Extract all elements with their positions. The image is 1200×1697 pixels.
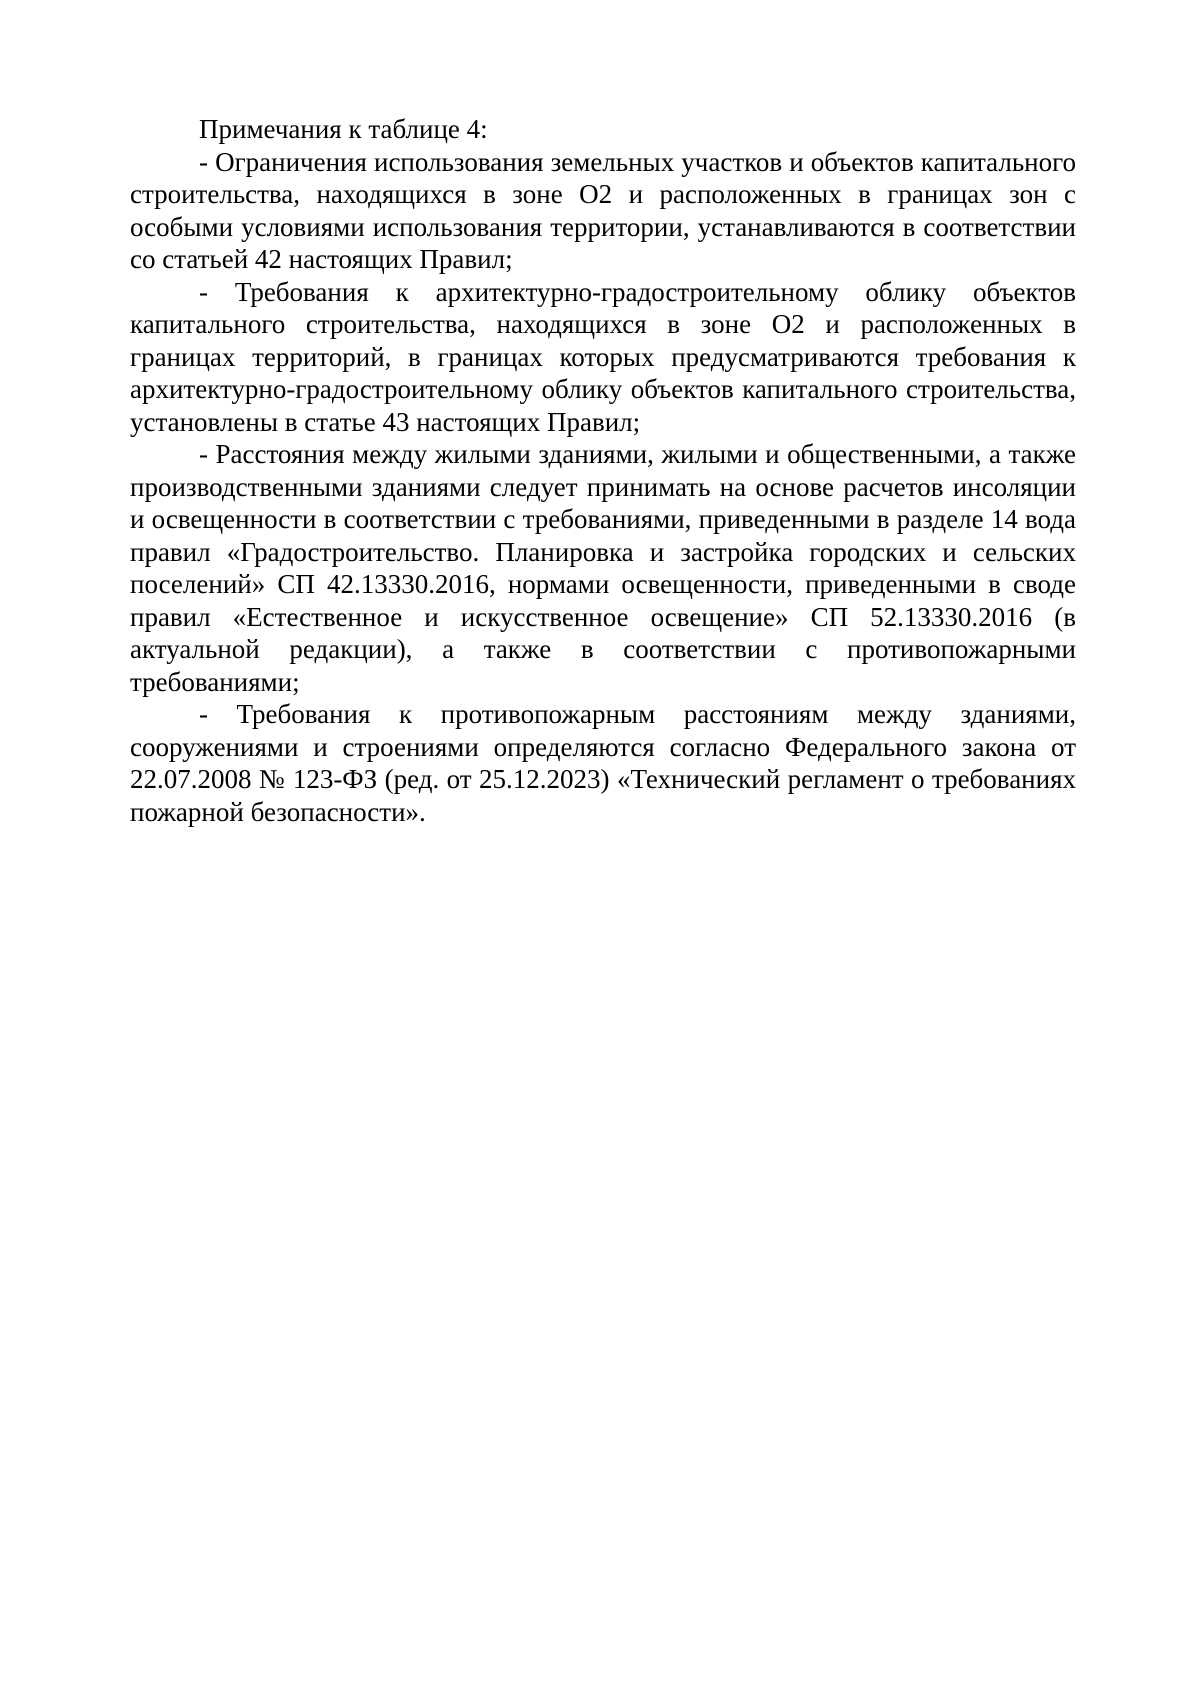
notes-section	[130, 113, 1076, 828]
note-item-restrictions: - Ограничения использования земельных участков и объектов капитального строительства, находящихся в зоне О2 и расположенных в границах зон с особыми условиями использования территории, устанавливаются в соответствии со статьей 42 настоящих Правил;	[130, 146, 1076, 274]
notes-title: Примечания к таблице 4:	[199, 114, 488, 144]
note-item-building-distances: - Расстояния между жилыми зданиями, жилыми и общественными, а также производственными зданиями следует принимать на основе расчетов инсоляции и освещенности в соответствии с требованиями, приведенными в разделе 14 вода правил «Градостроительство. Планировка и застройка городских и сельских поселений» СП 42.13330.2016, нормами освещенности, приведенными в своде правил «Естественное и искусственное освещение» СП 52.13330.2016 (в актуальной редакции), а также в соответствии с противопожарными требованиями;	[130, 439, 1076, 697]
note-item-architectural-requirements: - Требования к архитектурно-градостроительному облику объектов капитального строительства, находящихся в зоне О2 и расположенных в границах территорий, в границах которых предусматриваются требования к архитектурно-градостроительному облику объектов капитального строительства, установлены в статье 43 настоящих Правил;	[130, 276, 1076, 437]
note-item-fire-distances: - Требования к противопожарным расстояниям между зданиями, сооружениями и строениями определяются согласно Федерального закона от 22.07.2008 № 123-ФЗ (ред. от 25.12.2023) «Технический регламент о требованиях пожарной безопасности».	[130, 699, 1076, 827]
